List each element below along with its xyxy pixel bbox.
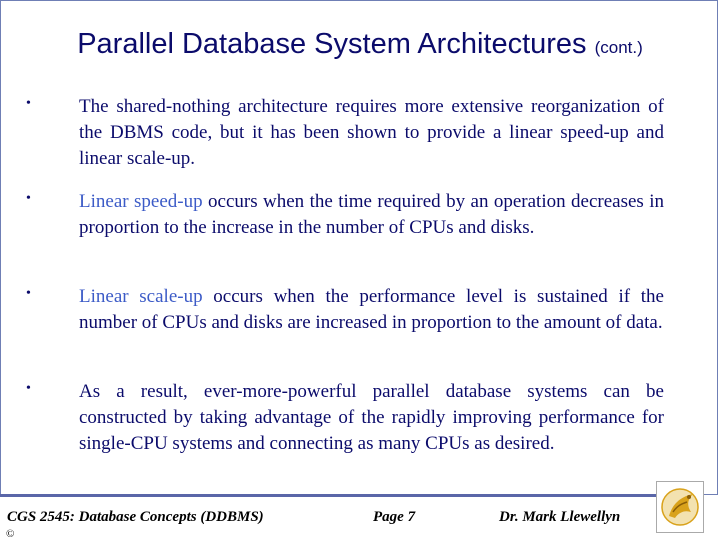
term-linear-speed-up: Linear speed-up bbox=[79, 191, 203, 212]
footer-rule bbox=[0, 494, 660, 497]
bullet-text bbox=[79, 284, 664, 336]
bullet-marker: • bbox=[26, 381, 31, 396]
logo-graphic bbox=[657, 482, 703, 532]
bullet-text bbox=[79, 189, 664, 241]
footer-author: Dr. Mark Llewellyn bbox=[499, 509, 621, 525]
slide-title-main: Parallel Database System Architectures bbox=[77, 28, 587, 60]
footer-course: CGS 2545: Database Concepts (DDBMS) bbox=[7, 509, 264, 525]
bullet-text-body: occurs when the time required by an operation decreases in proportion to the increase in the number of CPUs and disks. bbox=[79, 191, 664, 238]
bullet-text-body: occurs when the performance level is sustained if the number of CPUs and disks are increased in proportion to the amount of data. bbox=[79, 286, 664, 333]
bullet-text-body: As a result, ever-more-powerful parallel database systems can be constructed by taking advantage of the rapidly improving performance for single-CPU systems and connecting as many CPUs as desired. bbox=[79, 381, 664, 454]
copyright-symbol: © bbox=[6, 528, 15, 540]
footer bbox=[0, 506, 660, 532]
bullet-marker: • bbox=[26, 96, 31, 111]
bullet-marker: • bbox=[26, 286, 31, 301]
bullet-text bbox=[79, 379, 664, 457]
slide-title-suffix: (cont.) bbox=[594, 38, 643, 57]
footer-page-number: Page 7 bbox=[373, 509, 416, 525]
bullet-item-3 bbox=[26, 284, 666, 336]
bullet-text bbox=[79, 94, 664, 172]
bullet-item-1 bbox=[26, 94, 666, 172]
ucf-pegasus-logo-icon bbox=[656, 481, 704, 533]
bullet-item-2 bbox=[26, 189, 666, 241]
bullet-item-4 bbox=[26, 379, 666, 457]
term-linear-scale-up: Linear scale-up bbox=[79, 286, 203, 307]
bullet-marker: • bbox=[26, 191, 31, 206]
bullet-text-body: The shared-nothing architecture requires more extensive reorganization of the DBMS code, but it has been shown to provide a linear speed-up and linear scale-up. bbox=[79, 96, 664, 169]
